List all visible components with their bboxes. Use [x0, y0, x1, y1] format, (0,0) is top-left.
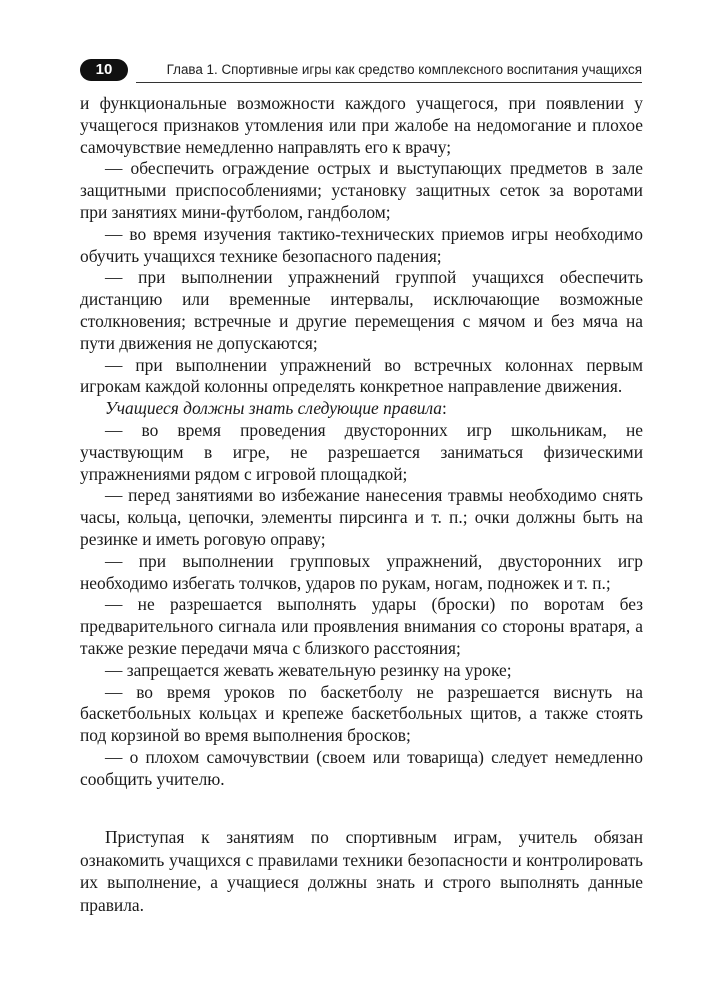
list-item: — обеспечить ограждение острых и выступающих предметов в зале защитными приспособлениями; установку защитных сеток за воротами при занятиях мини-футболом, гандболом;	[80, 158, 643, 222]
rules-lead	[80, 398, 643, 420]
body-text	[80, 93, 643, 791]
list-item: — при выполнении групповых упражнений, двусторонних игр необходимо избегать толчков, ударов по рукам, ногам, подножек и т. п.;	[80, 550, 643, 593]
running-title: Глава 1. Спортивные игры как средство комплексного воспитания учащихся	[166, 62, 642, 77]
header-rule	[136, 82, 642, 83]
rules-lead-colon: :	[441, 398, 447, 419]
list-item: — запрещается жевать жевательную резинку на уроке;	[105, 659, 512, 680]
page-header	[80, 58, 642, 84]
list-item: — при выполнении упражнений во встречных колоннах первым игрокам каждой колонны определять конкретное направление движения.	[80, 354, 643, 397]
page-number: 10	[80, 59, 128, 81]
closing-paragraph: Приступая к занятиям по спортивным играм, учитель обязан ознакомить учащихся с правилами техники безопасности и контролировать их выполнение, а учащиеся должны знать и строго выполнять данные правила.	[80, 827, 643, 915]
list-item: — при выполнении упражнений группой учащихся обеспечить дистанцию или временные интервалы, исключающие возможные столкновения; встречные и другие перемещения с мячом и без мяча на пути движения не допускаются;	[80, 267, 643, 353]
list-item: — не разрешается выполнять удары (броски) по воротам без предварительного сигнала или проявления внимания со стороны вратаря, а также резкие передачи мяча с близкого расстояния;	[80, 594, 643, 658]
list-item: — перед занятиями во избежание нанесения травмы необходимо снять часы, кольца, цепочки, элементы пирсинга и т. п.; очки должны быть на резинке и иметь роговую оправу;	[80, 485, 643, 549]
continuation-paragraph: и функциональные возможности каждого учащегося, при появлении у учащегося признаков утомления или при жалобе на недомогание и плохое самочувствие немедленно направлять его к врачу;	[80, 93, 643, 157]
list-item: — во время проведения двусторонних игр школьникам, не участвующим в игре, не разрешается заниматься физическими упражнениями рядом с игровой площадкой;	[80, 419, 643, 484]
list-item: — во время изучения тактико-технических приемов игры необходимо обучить учащихся технике безопасного падения;	[80, 223, 643, 266]
rules-lead-text: Учащиеся должны знать следующие правила	[105, 398, 442, 419]
list-item: — о плохом самочувствии (своем или товарища) следует немедленно сообщить учителю.	[80, 746, 643, 789]
list-item: — во время уроков по баскетболу не разрешается виснуть на баскетбольных кольцах и крепеже баскетбольных щитов, а также стоять под корзиной во время выполнения бросков;	[80, 681, 643, 746]
